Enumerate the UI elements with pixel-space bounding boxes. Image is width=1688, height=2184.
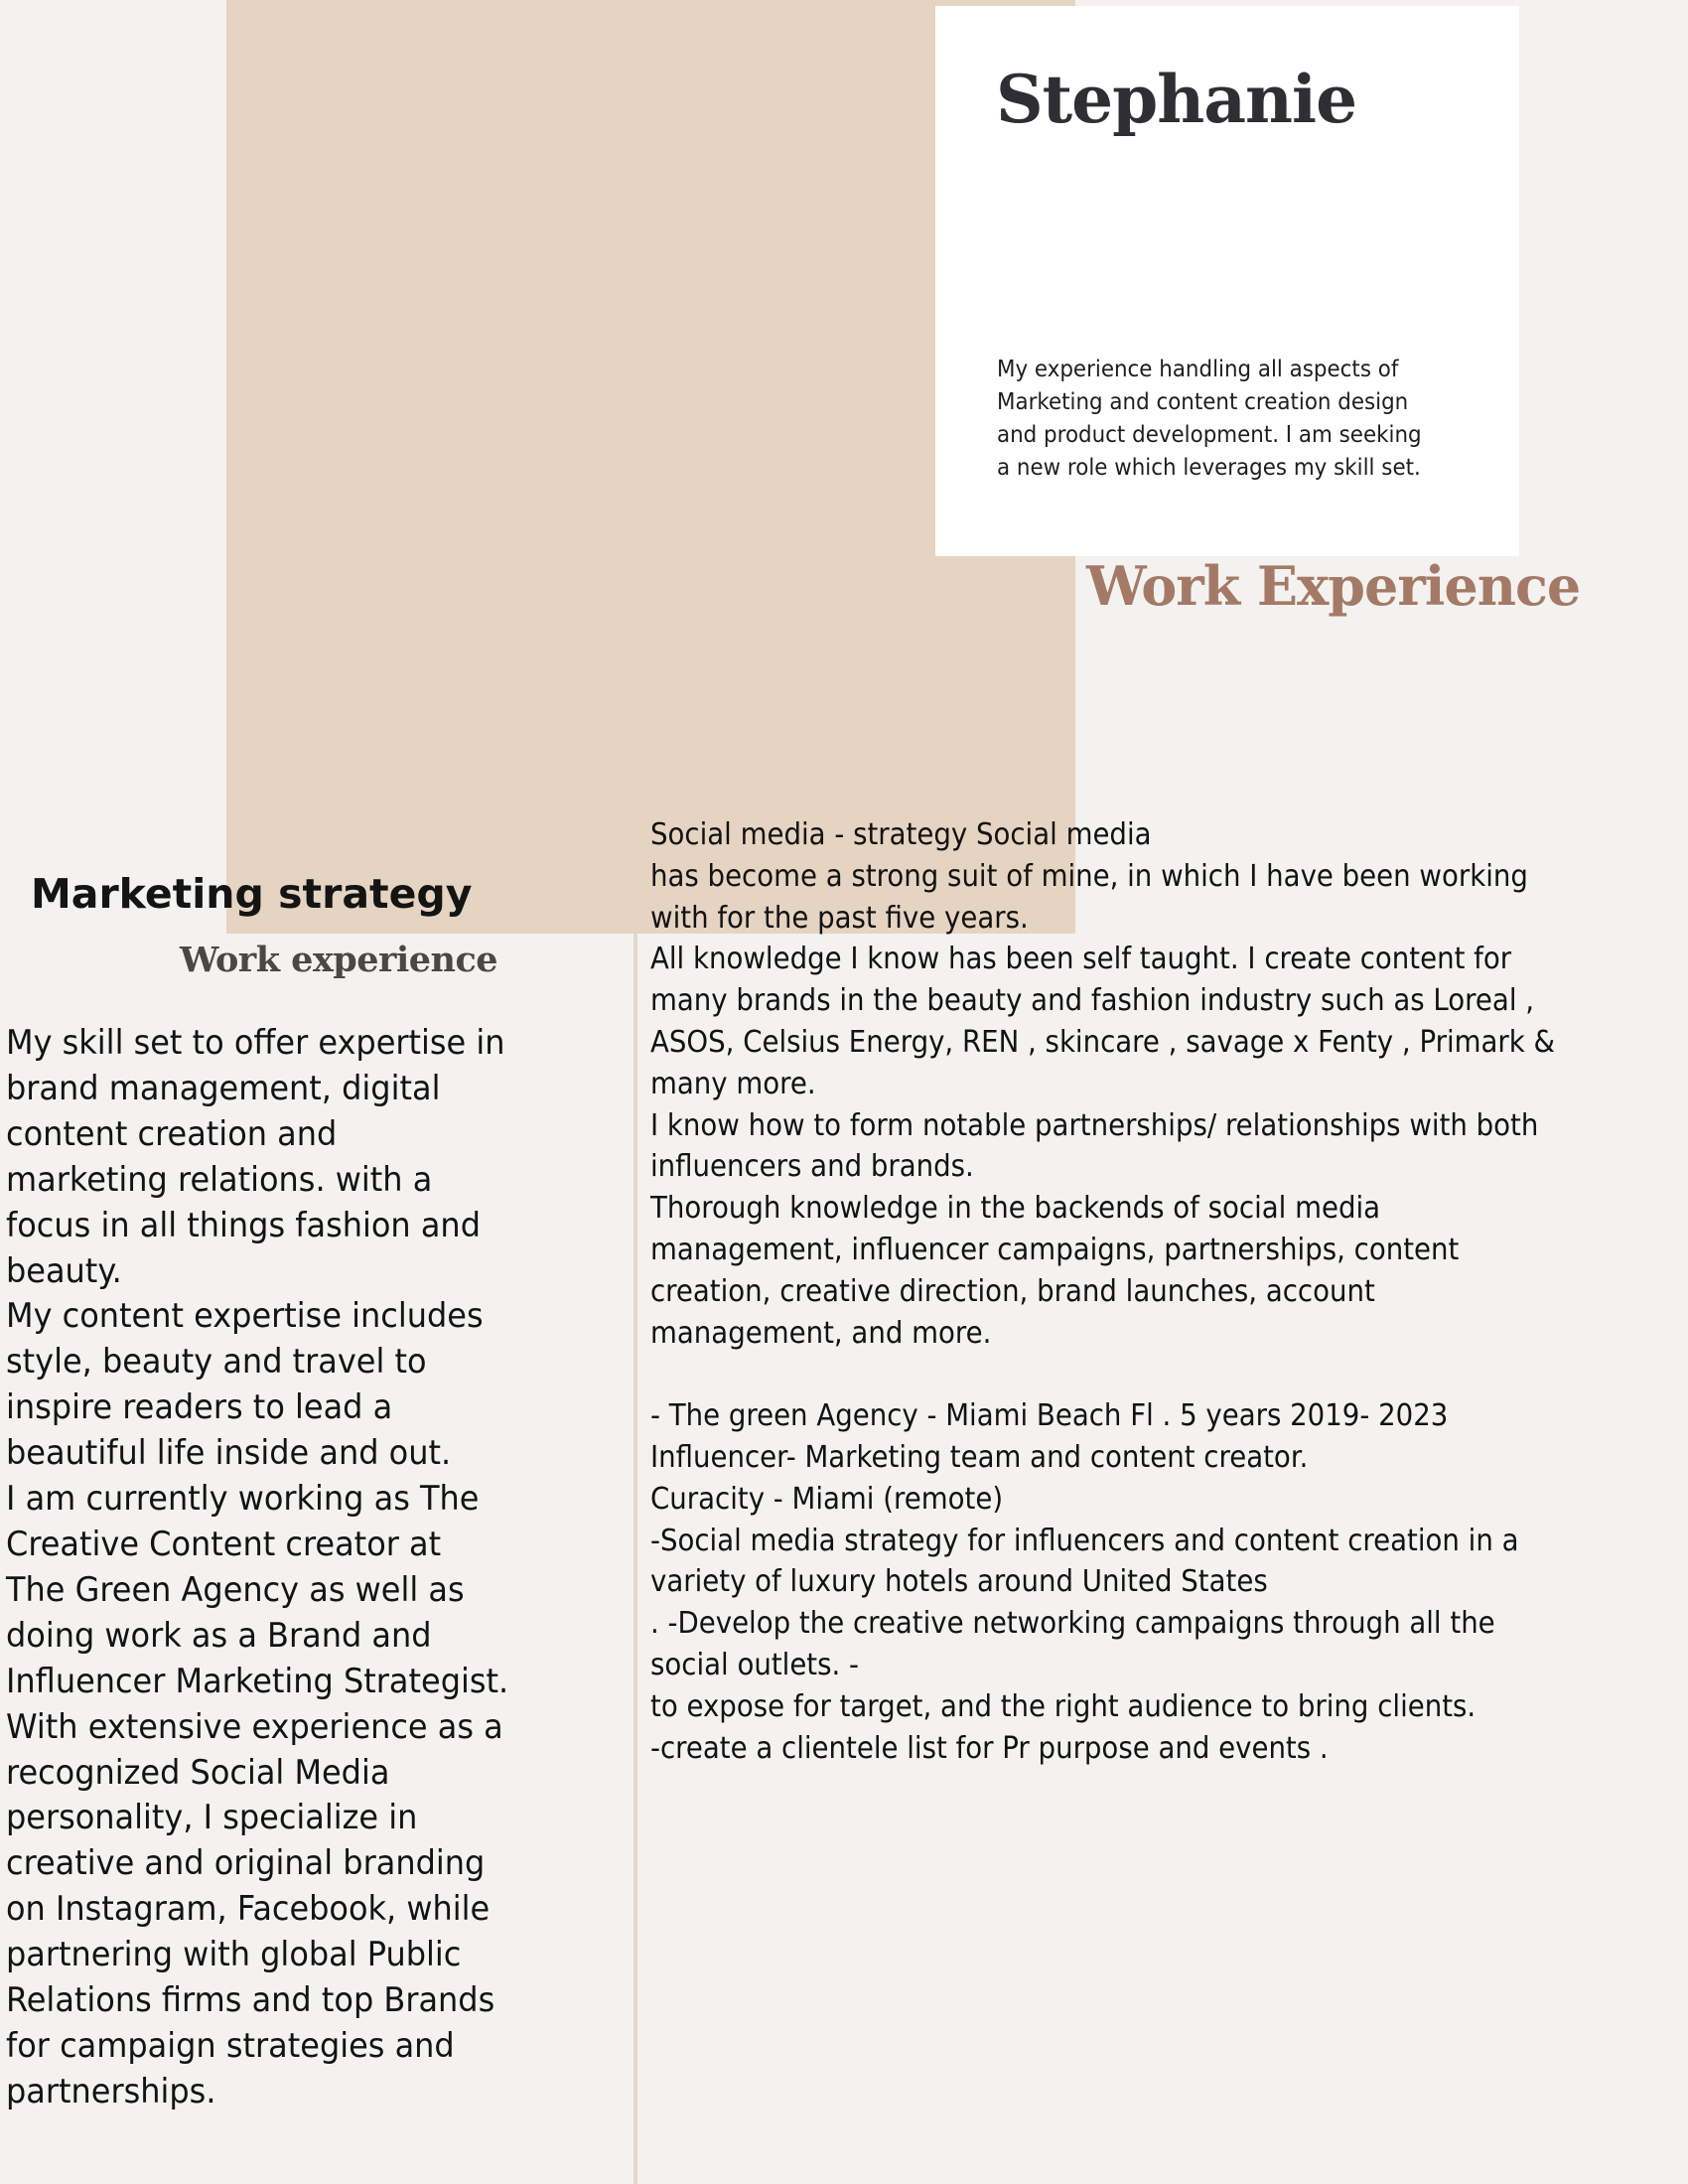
- work-experience-subheading: Work experience: [180, 940, 498, 980]
- work-experience-heading: Work Experience: [1086, 554, 1581, 618]
- marketing-strategy-heading: Marketing strategy: [31, 870, 473, 918]
- marketing-description: My skill set to offer expertise in brand management, digital content creation and marketing relations. with a focus in all things fashion and beauty. My content expertise includes style, beauty and travel to inspire readers to lead a beautiful life inside and out. I am currently working as The Creative Content creator at The Green Agency as well as doing work as a Brand and Influencer Marketing Strategist. With extensive experience as a recognized Social Media personality, I specialize in creative and original branding on Instagram, Facebook, while partnering with global Public Relations firms and top Brands for campaign strategies and partnerships.: [6, 1023, 509, 2111]
- column-divider: [633, 934, 637, 2184]
- resume-name: Stephanie: [996, 61, 1357, 138]
- profile-summary: My experience handling all aspects of Marketing and content creation design and product development. I am seeking a new role which leverages my skill set.: [997, 357, 1422, 481]
- work-experience-description: Social media - strategy Social media has become a strong suit of mine, in which I have been working with for the past five years. All knowledge I know has been self taught. I create content for many brands in the beauty and fashion industry such as Loreal , ASOS, Celsius Energy, REN , skincare , savage x Fenty , Primark & many more. I know how to form notable partnerships/ relationships with both influencers and brands. Thorough knowledge in the backends of social media management, influencer campaigns, partnerships, content creation, creative direction, brand launches, account management, and more. - The green Agency - Miami Beach Fl . 5 years 2019- 2023 Influencer- Marketing team and content creator. Curacity - Miami (remote) -Social media strategy for influencers and content creation in a variety of luxury hotels around United States . -Develop the creative networking campaigns through all the social outlets. - to expose for target, and the right audience to bring clients. -create a clientele list for Pr purpose and events .: [650, 817, 1556, 1766]
